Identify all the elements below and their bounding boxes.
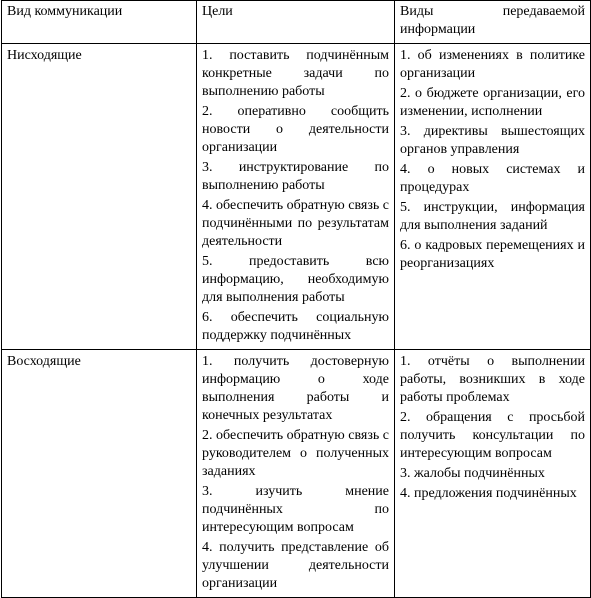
header-label: Вид коммуникации <box>7 4 123 19</box>
table-header-row <box>2 1 591 44</box>
header-goals <box>197 1 395 44</box>
communication-type-label: Восходящие <box>7 354 81 369</box>
communication-type-cell <box>2 44 197 350</box>
goal-item: 3. инструктирование по выполнению работы <box>202 160 389 193</box>
info-item: 4. предложения подчинённых <box>400 486 577 501</box>
goal-item: 5. предоставить всю информацию, необходимую для выполнения работы <box>202 254 389 305</box>
communication-type-cell <box>2 350 197 598</box>
goals-cell <box>197 44 395 350</box>
header-info-types <box>395 1 591 44</box>
communication-table <box>1 0 591 598</box>
table-row <box>2 350 591 598</box>
info-item: 2. о бюджете организации, его изменении, исполнении <box>400 86 585 119</box>
info-item: 3. жалобы подчинённых <box>400 466 545 481</box>
goal-item: 1. поставить подчинённым конкретные задачи по выполнению работы <box>202 48 389 99</box>
header-communication-type <box>2 1 197 44</box>
goal-item: 2. оперативно сообщить новости о деятельности организации <box>202 104 389 155</box>
info-item: 1. отчёты о выполнении работы, возникших в ходе работы проблемах <box>400 354 585 405</box>
goal-item: 3. изучить мнение подчинённых по интересующим вопросам <box>202 484 389 535</box>
info-item: 5. инструкции, информация для выполнения заданий <box>400 200 585 233</box>
header-label: Виды передаваемой информации <box>400 4 585 37</box>
goal-item: 6. обеспечить социальную поддержку подчинённых <box>202 310 389 343</box>
goal-item: 4. обеспечить обратную связь с подчинёнными по результатам деятельности <box>202 198 389 249</box>
table-row <box>2 44 591 350</box>
info-types-cell <box>395 350 591 598</box>
goal-item: 1. получить достоверную информацию о ходе выполнения работы и конечных результатах <box>202 354 389 423</box>
info-types-cell <box>395 44 591 350</box>
info-item: 1. об изменениях в политике организации <box>400 48 585 81</box>
goal-item: 2. обеспечить обратную связь с руководителем о полученных заданиях <box>202 428 389 479</box>
info-item: 2. обращения с просьбой получить консультации по интересующим вопросам <box>400 410 585 461</box>
header-label: Цели <box>202 4 233 19</box>
communication-type-label: Нисходящие <box>7 48 82 63</box>
goals-cell <box>197 350 395 598</box>
info-item: 6. о кадровых перемещениях и реорганизациях <box>400 238 585 271</box>
info-item: 3. директивы вышестоящих органов управления <box>400 124 585 157</box>
goal-item: 4. получить представление об улучшении деятельности организации <box>202 540 389 591</box>
info-item: 4. о новых системах и процедурах <box>400 162 585 195</box>
